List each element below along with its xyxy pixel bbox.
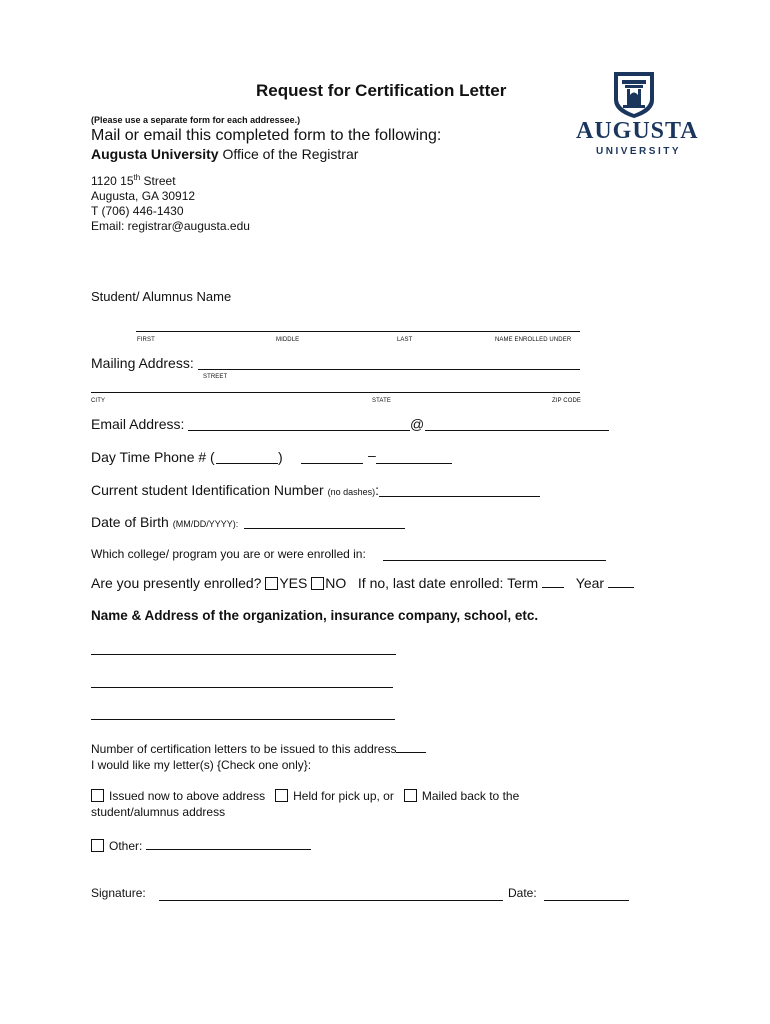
if-no-label: If no, last date enrolled: Term xyxy=(357,575,539,591)
mailed-back-checkbox[interactable] xyxy=(404,789,417,802)
street-address: 1120 15th Street xyxy=(91,173,176,188)
phone-close-paren: ) xyxy=(278,449,283,465)
university-name: Augusta University xyxy=(91,146,219,162)
date-field[interactable] xyxy=(544,900,629,901)
other-checkbox[interactable] xyxy=(91,839,104,852)
college-label: Which college/ program you are or were enrolled in: xyxy=(91,547,366,561)
phone-area-field[interactable] xyxy=(216,463,278,464)
term-field[interactable] xyxy=(542,575,564,588)
college-field[interactable] xyxy=(383,560,606,561)
street-sublabel: STREET xyxy=(203,374,228,380)
issued-now-checkbox[interactable] xyxy=(91,789,104,802)
augusta-university-logo xyxy=(576,70,699,160)
year-field[interactable] xyxy=(608,575,634,588)
dob-field[interactable] xyxy=(244,528,405,529)
student-name-field[interactable] xyxy=(136,331,580,332)
check-one-label: I would like my letter(s) {Check one only}: xyxy=(91,758,312,772)
mailing-address-label: Mailing Address: xyxy=(91,355,194,371)
issued-now-label: Issued now to above address xyxy=(109,789,266,803)
last-sublabel: LAST xyxy=(397,337,413,343)
dob-label: Date of Birth (MM/DD/YYYY): xyxy=(91,514,239,530)
organization-line-2[interactable] xyxy=(91,687,393,688)
separate-form-note: (Please use a separate form for each addressee.) xyxy=(91,115,301,125)
mailing-city-field[interactable] xyxy=(91,392,580,393)
year-label: Year xyxy=(575,575,605,591)
logo-wordmark: AUGUSTA xyxy=(576,118,699,144)
mail-instruction: Mail or email this completed form to the following: xyxy=(91,127,442,144)
student-id-label: Current student Identification Number (no dashes): xyxy=(91,482,379,498)
mailed-back-label: Mailed back to the xyxy=(421,789,520,803)
phone-label: Day Time Phone # ( xyxy=(91,449,215,465)
organization-line-3[interactable] xyxy=(91,719,395,720)
phone-dash: – xyxy=(368,447,376,463)
address-block xyxy=(91,170,250,234)
phone-line-field[interactable] xyxy=(376,463,452,464)
yes-label: YES xyxy=(279,575,308,591)
letter-count-field[interactable] xyxy=(396,740,426,753)
date-label: Date: xyxy=(508,886,537,900)
letter-count-row xyxy=(91,740,426,773)
first-sublabel: FIRST xyxy=(137,337,155,343)
city-address: Augusta, GA 30912 xyxy=(91,189,196,203)
enrolled-label: Are you presently enrolled? xyxy=(91,575,262,591)
other-field[interactable] xyxy=(146,837,311,850)
mailed-back-label-cont: student/alumnus address xyxy=(91,805,226,819)
enrolled-row xyxy=(91,575,634,591)
signature-field[interactable] xyxy=(159,900,503,901)
zip-sublabel: ZIP CODE xyxy=(552,398,582,404)
student-id-field[interactable] xyxy=(379,496,540,497)
yes-checkbox[interactable] xyxy=(265,577,278,590)
letter-count-label: Number of certification letters to be issued to this address xyxy=(91,742,397,756)
email-domain-field[interactable] xyxy=(425,430,609,431)
logo-subtitle: UNIVERSITY xyxy=(596,146,682,157)
mailing-street-field[interactable] xyxy=(198,369,580,370)
signature-label: Signature: xyxy=(91,886,146,900)
held-pickup-label: Held for pick up, or xyxy=(293,789,394,803)
other-label: Other: xyxy=(109,839,143,853)
registrar-office xyxy=(91,146,358,162)
phone-number: T (706) 446-1430 xyxy=(91,204,184,218)
form-title: Request for Certification Letter xyxy=(256,81,507,100)
email-label: Email Address: xyxy=(91,416,185,432)
name-enrolled-sublabel: NAME ENROLLED UNDER xyxy=(495,337,572,343)
student-name-label: Student/ Alumnus Name xyxy=(91,289,232,304)
state-sublabel: STATE xyxy=(372,398,391,404)
city-sublabel: CITY xyxy=(91,398,106,404)
held-pickup-checkbox[interactable] xyxy=(275,789,288,802)
organization-label: Name & Address of the organization, insurance company, school, etc. xyxy=(91,608,539,623)
office-name: Office of the Registrar xyxy=(218,146,359,162)
organization-line-1[interactable] xyxy=(91,654,396,655)
seal-icon xyxy=(576,70,696,120)
phone-prefix-field[interactable] xyxy=(301,463,363,464)
delivery-options xyxy=(91,788,519,820)
email-at: @ xyxy=(410,416,425,432)
email-address: Email: registrar@augusta.edu xyxy=(91,219,250,233)
no-checkbox[interactable] xyxy=(311,577,324,590)
other-row xyxy=(91,837,311,853)
no-label: NO xyxy=(325,575,347,591)
email-user-field[interactable] xyxy=(188,430,410,431)
middle-sublabel: MIDDLE xyxy=(276,337,300,343)
